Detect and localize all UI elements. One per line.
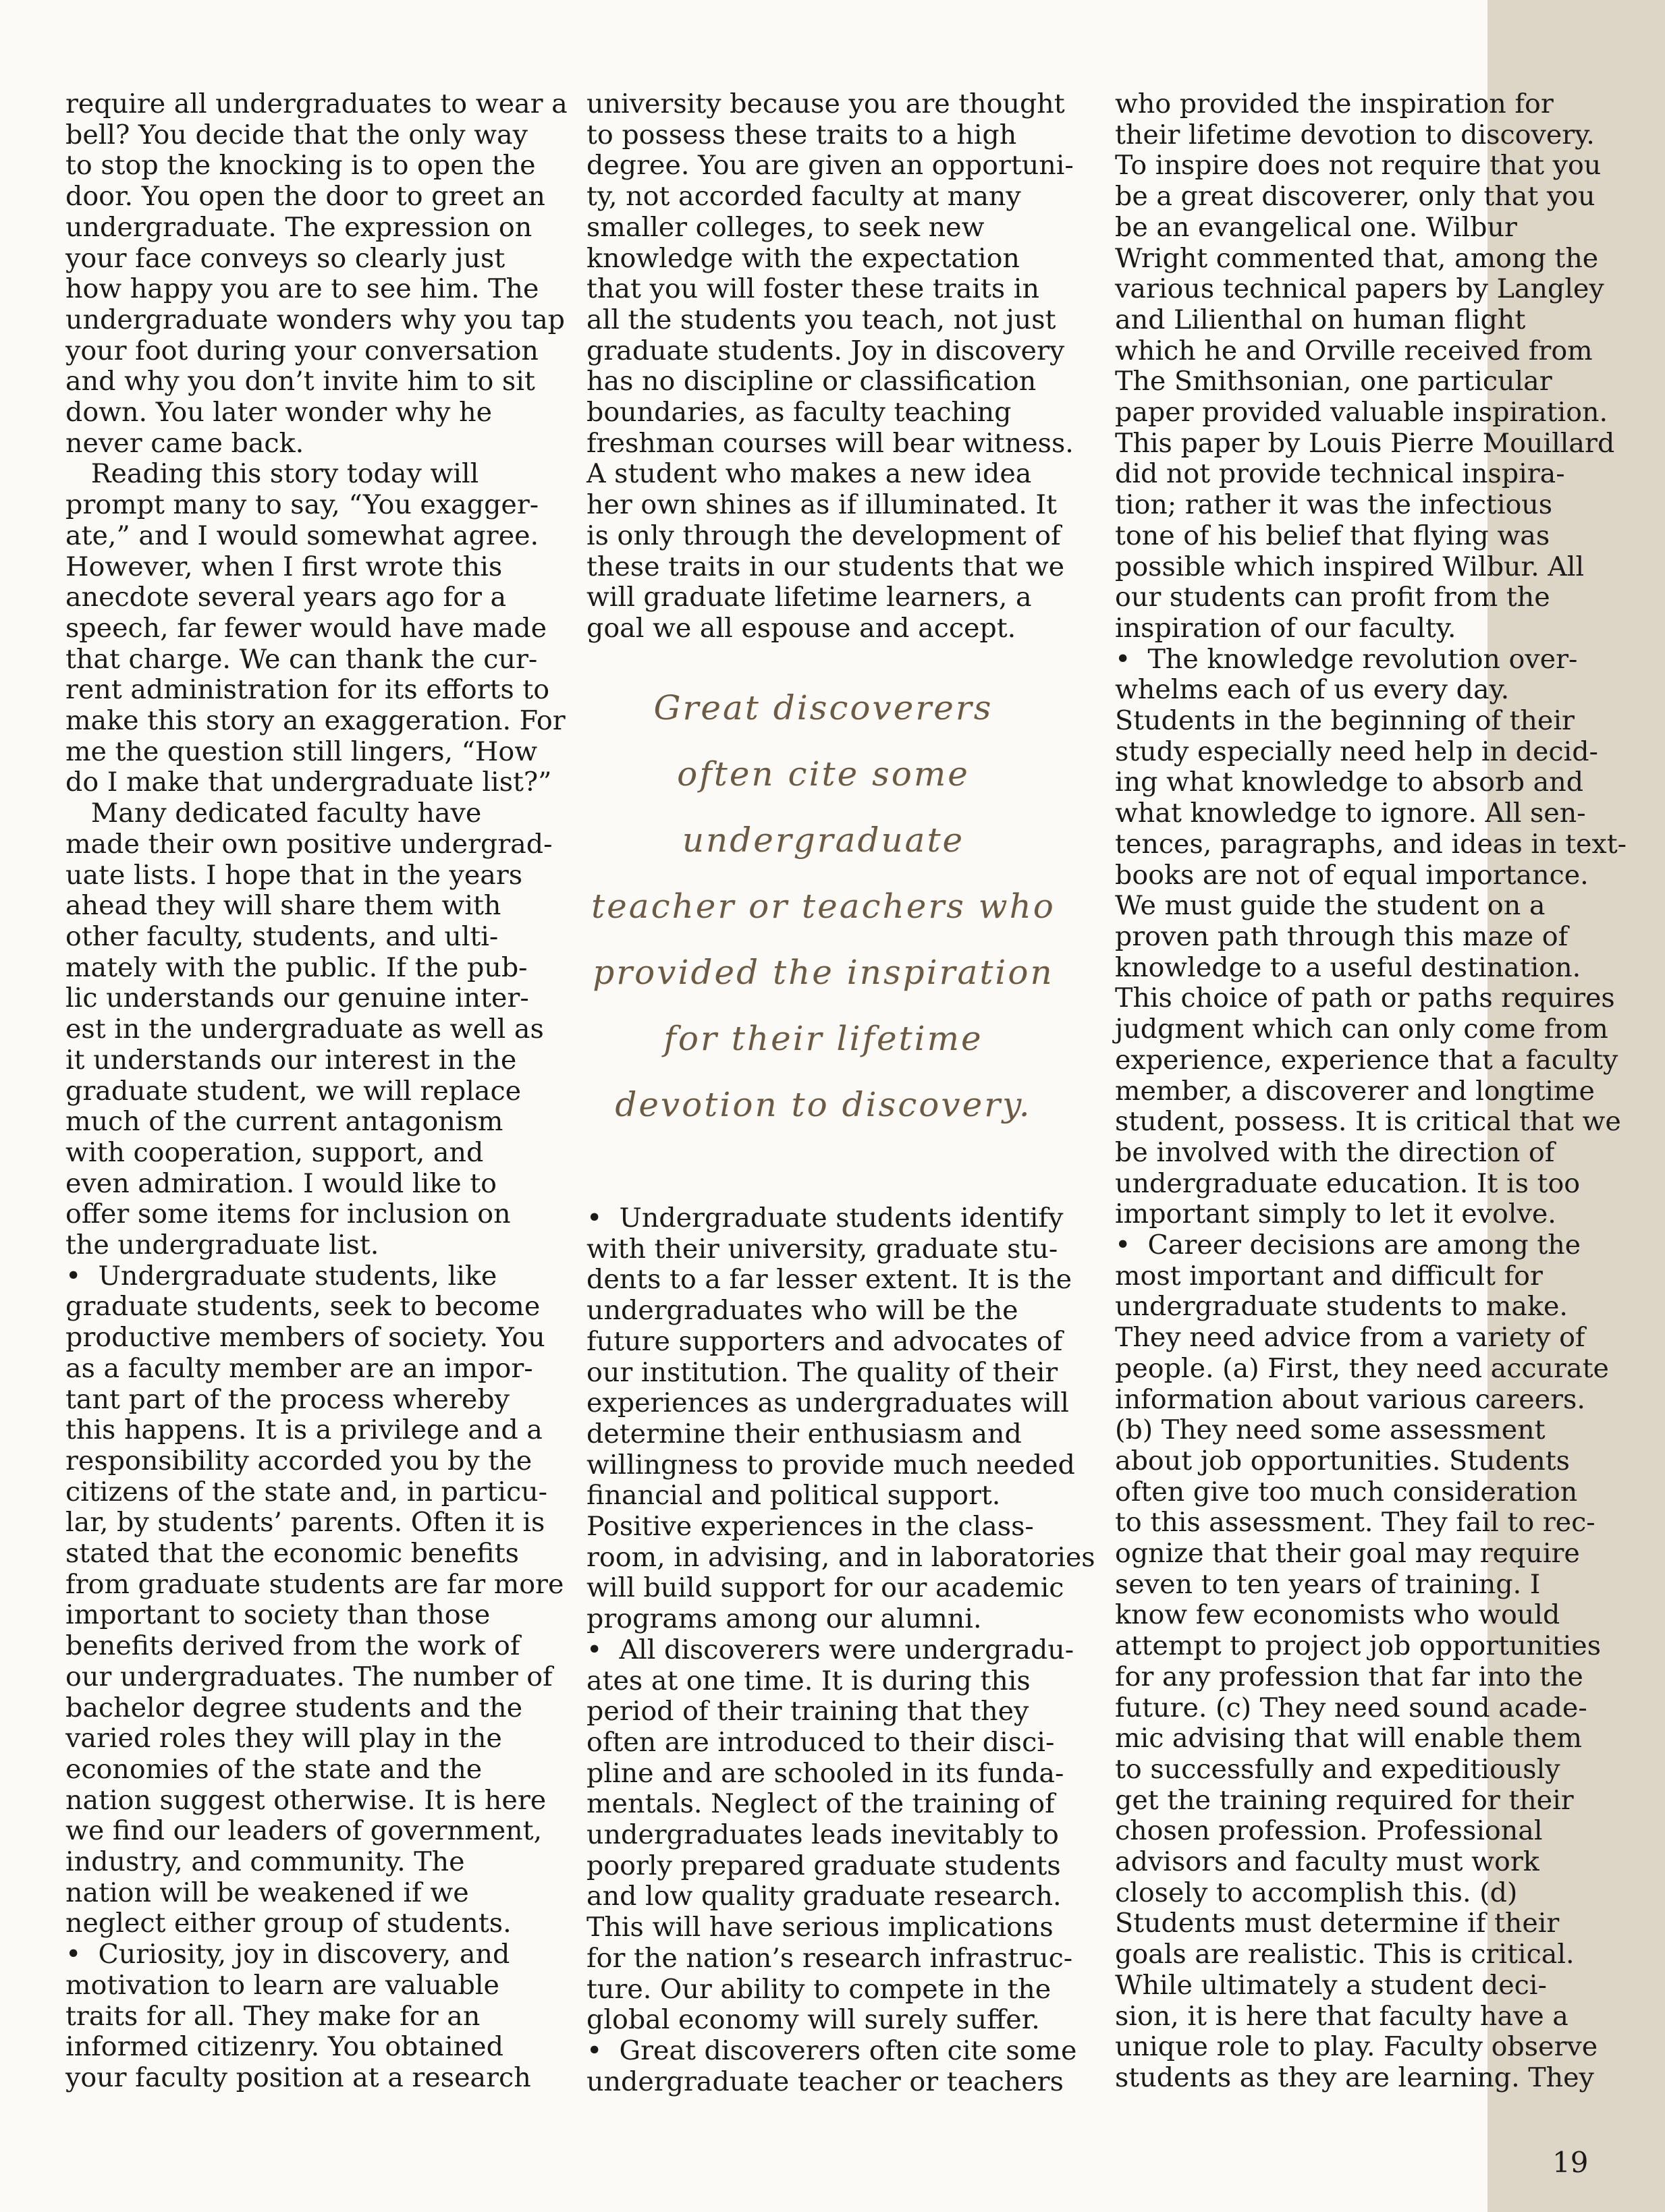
text-line: these traits in our students that we <box>586 551 1065 582</box>
text-line: often are introduced to their disci- <box>586 1726 1055 1758</box>
text-line: citizens of the state and, in particu- <box>65 1476 547 1508</box>
text-line: for the nation’s research infrastruc- <box>586 1942 1073 1974</box>
text-line: uate lists. I hope that in the years <box>65 859 523 891</box>
text-line: be an evangelical one. Wilbur <box>1115 211 1517 243</box>
text-line: sion, it is here that faculty have a <box>1115 2000 1568 2032</box>
text-line: global economy will surely suffer. <box>586 2004 1040 2036</box>
text-line: possible which inspired Wilbur. All <box>1115 551 1585 582</box>
pull-quote <box>580 675 1066 1138</box>
text-column-2-lower <box>586 1202 1095 2097</box>
text-line: to this assessment. They fail to rec- <box>1115 1507 1595 1539</box>
text-line: about job opportunities. Students <box>1115 1445 1570 1476</box>
text-line: seven to ten years of training. I <box>1115 1568 1541 1600</box>
text-line: A student who makes a new idea <box>586 458 1032 490</box>
text-line: To inspire does not require that you <box>1115 150 1602 182</box>
text-line: tone of his belief that flying was <box>1115 520 1550 551</box>
text-line: tences, paragraphs, and ideas in text- <box>1115 828 1627 860</box>
text-line: They need advice from a variety of <box>1115 1322 1585 1354</box>
text-line: unique role to play. Faculty observe <box>1115 2031 1598 2063</box>
text-line: which he and Orville received from <box>1115 335 1593 366</box>
text-line: get the training required for their <box>1115 1784 1574 1816</box>
text-line: that you will foster these traits in <box>586 273 1039 305</box>
text-line: and low quality graduate research. <box>586 1881 1062 1912</box>
text-line: offer some items for inclusion on <box>65 1198 511 1230</box>
text-line: ty, not accorded faculty at many <box>586 181 1021 213</box>
text-line: Many dedicated faculty have <box>65 798 482 829</box>
text-line: various technical papers by Langley <box>1115 273 1604 305</box>
text-line: ate,” and I would somewhat agree. <box>65 520 539 551</box>
text-line: However, when I first wrote this <box>65 551 503 582</box>
text-line: important simply to let it evolve. <box>1115 1198 1556 1230</box>
text-line: dents to a far lesser extent. It is the <box>586 1264 1072 1296</box>
text-column-3 <box>1115 88 1627 2094</box>
text-line: who provided the inspiration for <box>1115 88 1554 119</box>
text-line: ing what knowledge to absorb and <box>1115 767 1584 798</box>
text-line: Wright commented that, among the <box>1115 242 1599 274</box>
text-line: undergraduates who will be the <box>586 1295 1018 1327</box>
text-line: for any profession that far into the <box>1115 1661 1583 1692</box>
text-line: know few economists who would <box>1115 1599 1560 1631</box>
text-line: all the students you teach, not just <box>586 304 1056 335</box>
text-line: will build support for our academic <box>586 1572 1064 1604</box>
text-line: varied roles they will play in the <box>65 1723 502 1754</box>
text-line: Students in the beginning of their <box>1115 705 1575 737</box>
text-line: provided the inspiration <box>593 953 1054 992</box>
text-line: benefits derived from the work of <box>65 1630 520 1662</box>
text-line: ates at one time. It is during this <box>586 1665 1031 1696</box>
text-line: productive members of society. You <box>65 1322 545 1354</box>
text-line: is only through the development of <box>586 520 1061 551</box>
text-line: ognize that their goal may require <box>1115 1538 1580 1570</box>
text-line: • The knowledge revolution over- <box>1115 643 1578 675</box>
text-line: important to society than those <box>65 1599 491 1631</box>
text-line: determine their enthusiasm and <box>586 1418 1022 1449</box>
text-line: Great discoverers <box>653 688 993 727</box>
text-line: • All discoverers were undergradu- <box>586 1634 1074 1665</box>
text-line: • Curiosity, joy in discovery, and <box>65 1939 510 1970</box>
text-line: undergraduate. The expression on <box>65 211 533 243</box>
text-line: mately with the public. If the pub- <box>65 951 528 983</box>
text-line: other faculty, students, and ulti- <box>65 920 499 952</box>
text-line: economies of the state and the <box>65 1753 483 1785</box>
text-line: willingness to provide much needed <box>586 1449 1075 1481</box>
text-line: financial and political support. <box>586 1480 1001 1512</box>
text-line: with their university, graduate stu- <box>586 1233 1058 1265</box>
text-line: knowledge with the expectation <box>586 242 1020 274</box>
text-line: made their own positive undergrad- <box>65 828 553 860</box>
text-line: paper provided valuable inspiration. <box>1115 397 1608 428</box>
text-line: information about various careers. <box>1115 1383 1585 1415</box>
text-line: graduate students, seek to become <box>65 1291 541 1323</box>
text-line: tant part of the process whereby <box>65 1383 510 1415</box>
text-line: poorly prepared graduate students <box>586 1850 1061 1881</box>
text-line: ahead they will share them with <box>65 890 501 922</box>
text-line: and Lilienthal on human flight <box>1115 304 1526 335</box>
text-line: will graduate lifetime learners, a <box>586 582 1032 613</box>
text-line: down. You later wonder why he <box>65 397 493 428</box>
text-line: mentals. Neglect of the training of <box>586 1788 1055 1820</box>
text-line: attempt to project job opportunities <box>1115 1630 1602 1662</box>
text-line: goals are realistic. This is critical. <box>1115 1939 1575 1970</box>
text-line: undergraduates leads inevitably to <box>586 1819 1059 1851</box>
text-line: we find our leaders of government, <box>65 1815 543 1847</box>
text-line: knowledge to a useful destination. <box>1115 951 1581 983</box>
text-line: your foot during your conversation <box>65 335 539 366</box>
text-line: freshman courses will bear witness. <box>586 427 1074 459</box>
text-line: ture. Our ability to compete in the <box>586 1973 1052 2005</box>
text-line: your face conveys so clearly just <box>65 242 506 274</box>
text-line: do I make that undergraduate list?” <box>65 767 552 798</box>
text-line: programs among our alumni. <box>586 1603 982 1635</box>
text-line: be involved with the direction of <box>1115 1136 1555 1168</box>
text-line: • Undergraduate students identify <box>586 1202 1064 1234</box>
text-line: responsibility accorded you by the <box>65 1445 533 1476</box>
page-number: 19 <box>1552 2146 1589 2179</box>
text-line: graduate students. Joy in discovery <box>586 335 1065 366</box>
text-line: graduate student, we will replace <box>65 1075 522 1107</box>
text-line: undergraduate wonders why you tap <box>65 304 566 335</box>
text-line: her own shines as if illuminated. It <box>586 489 1057 521</box>
text-line: from graduate students are far more <box>65 1568 564 1600</box>
text-line: bell? You decide that the only way <box>65 119 528 150</box>
text-line: room, in advising, and in laboratories <box>586 1541 1095 1573</box>
text-line: undergraduate <box>682 821 965 860</box>
text-line: it understands our interest in the <box>65 1044 517 1076</box>
text-line: While ultimately a student deci- <box>1115 1969 1547 2001</box>
text-line: what knowledge to ignore. All sen- <box>1115 798 1586 829</box>
text-line: tion; rather it was the infectious <box>1115 489 1553 521</box>
text-line: nation suggest otherwise. It is here <box>65 1784 547 1816</box>
text-line: lar, by students’ parents. Often it is <box>65 1507 545 1539</box>
text-line: future supporters and advocates of <box>586 1325 1063 1357</box>
text-line: experience, experience that a faculty <box>1115 1044 1618 1076</box>
text-line: has no discipline or classification <box>586 366 1037 397</box>
text-line: students as they are learning. They <box>1115 2062 1594 2093</box>
text-line: to stop the knocking is to open the <box>65 150 536 182</box>
text-line: much of the current antagonism <box>65 1106 503 1138</box>
text-line: the undergraduate list. <box>65 1229 379 1261</box>
text-line: inspiration of our faculty. <box>1115 612 1456 644</box>
text-line: your faculty position at a research <box>65 2062 531 2093</box>
text-line: for their lifetime <box>663 1019 983 1058</box>
text-line: undergraduate teacher or teachers <box>586 2066 1064 2097</box>
text-line: degree. You are given an opportuni- <box>586 150 1074 182</box>
text-line: prompt many to say, “You exagger- <box>65 489 539 521</box>
text-line: est in the undergraduate as well as <box>65 1014 544 1045</box>
text-column-2-upper <box>586 89 1072 644</box>
text-line: (b) They need some assessment <box>1115 1414 1546 1446</box>
text-line: this happens. It is a privilege and a <box>65 1414 543 1446</box>
text-line: even admiration. I would like to <box>65 1167 497 1199</box>
text-line: require all undergraduates to wear a <box>65 88 568 119</box>
text-line: proven path through this maze of <box>1115 920 1568 952</box>
text-line: traits for all. They make for an <box>65 2000 481 2032</box>
text-line: whelms each of us every day. <box>1115 674 1510 706</box>
text-line: period of their training that they <box>586 1696 1029 1727</box>
text-line: future. (c) They need sound acade- <box>1115 1692 1587 1723</box>
text-line: undergraduate education. It is too <box>1115 1167 1581 1199</box>
text-line: advisors and faculty must work <box>1115 1846 1539 1878</box>
text-line: that charge. We can thank the cur- <box>65 643 538 675</box>
text-line: anecdote several years ago for a <box>65 582 507 613</box>
text-line: study especially need help in decid- <box>1115 736 1598 767</box>
text-line: We must guide the student on a <box>1115 890 1546 922</box>
text-line: speech, far fewer would have made <box>65 612 547 644</box>
text-line: member, a discoverer and longtime <box>1115 1075 1595 1107</box>
text-line: nation will be weakened if we <box>65 1877 469 1908</box>
text-column-1 <box>65 88 568 2094</box>
text-line: • Undergraduate students, like <box>65 1260 497 1292</box>
text-line: to possess these traits to a high <box>586 119 1017 150</box>
text-line: how happy you are to see him. The <box>65 273 539 305</box>
text-line: The Smithsonian, one particular <box>1115 366 1552 397</box>
text-line: their lifetime devotion to discovery. <box>1115 119 1595 150</box>
text-line: and why you don’t invite him to sit <box>65 366 535 397</box>
text-line: as a faculty member are an impor- <box>65 1352 533 1384</box>
text-line: Reading this story today will <box>65 458 479 490</box>
text-line: student, possess. It is critical that we <box>1115 1106 1621 1138</box>
text-line: goal we all espouse and accept. <box>586 612 1016 644</box>
text-line: most important and difficult for <box>1115 1260 1543 1292</box>
text-line: This paper by Louis Pierre Mouillard <box>1115 427 1615 459</box>
text-line: Positive experiences in the class- <box>586 1511 1034 1543</box>
text-line: make this story an exaggeration. For <box>65 705 566 737</box>
text-line: lic understands our genuine inter- <box>65 983 529 1014</box>
text-line: be a great discoverer, only that you <box>1115 181 1595 213</box>
text-line: never came back. <box>65 427 304 459</box>
text-line: devotion to discovery. <box>615 1085 1032 1124</box>
text-line: university because you are thought <box>586 88 1065 119</box>
text-line: judgment which can only come from <box>1115 1014 1608 1045</box>
text-line: bachelor degree students and the <box>65 1692 523 1723</box>
text-line: undergraduate students to make. <box>1115 1291 1568 1323</box>
text-line: chosen profession. Professional <box>1115 1815 1543 1847</box>
text-line: industry, and community. The <box>65 1846 465 1878</box>
text-line: • Great discoverers often cite some <box>586 2035 1077 2066</box>
text-line: our students can profit from the <box>1115 582 1550 613</box>
text-line: did not provide technical inspira- <box>1115 458 1565 490</box>
text-line: informed citizenry. You obtained <box>65 2031 503 2063</box>
text-line: closely to accomplish this. (d) <box>1115 1877 1518 1908</box>
text-line: often give too much consideration <box>1115 1476 1578 1508</box>
text-line: me the question still lingers, “How <box>65 736 538 767</box>
text-line: mic advising that will enable them <box>1115 1723 1583 1754</box>
text-line: smaller colleges, to seek new <box>586 211 985 243</box>
text-line: our institution. The quality of their <box>586 1356 1058 1388</box>
text-line: to successfully and expeditiously <box>1115 1753 1560 1785</box>
text-line: stated that the economic benefits <box>65 1538 519 1570</box>
text-line: experiences as undergraduates will <box>586 1387 1069 1419</box>
text-line: This will have serious implications <box>586 1912 1054 1943</box>
text-line: with cooperation, support, and <box>65 1136 484 1168</box>
text-line: pline and are schooled in its funda- <box>586 1757 1064 1789</box>
text-line: people. (a) First, they need accurate <box>1115 1352 1609 1384</box>
text-line: our undergraduates. The number of <box>65 1661 553 1692</box>
text-line: • Career decisions are among the <box>1115 1229 1581 1261</box>
text-line: motivation to learn are valuable <box>65 1969 499 2001</box>
text-line: This choice of path or paths requires <box>1115 983 1615 1014</box>
text-line: door. You open the door to greet an <box>65 181 545 213</box>
text-line: Students must determine if their <box>1115 1908 1560 1939</box>
text-line: teacher or teachers who <box>591 887 1056 926</box>
text-line: rent administration for its efforts to <box>65 674 550 706</box>
text-line: neglect either group of students. <box>65 1908 512 1939</box>
text-line: books are not of equal importance. <box>1115 859 1589 891</box>
text-line: often cite some <box>677 754 970 794</box>
text-line: boundaries, as faculty teaching <box>586 397 1012 428</box>
